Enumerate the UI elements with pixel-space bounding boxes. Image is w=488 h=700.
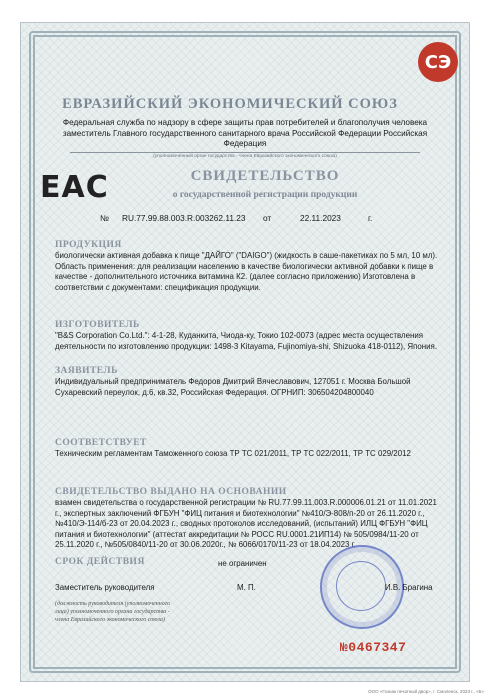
number-label: № xyxy=(100,213,109,223)
manufacturer-text: "B&S Corporation Co.Ltd.": 4-1-28, Куданкита, Чиода-ку, Токио 102-0073 (адрес места осуществления деятельности по изготовлению продукции: 1498-3 Kitayama, Fujinomiya-shi, Shizuoka 418-0112), Япония. xyxy=(55,331,438,351)
manufacturer-label: ИЗГОТОВИТЕЛЬ xyxy=(55,320,140,330)
printer-footer: ООО «Гознак печатный двор», г. Смоленск, 2023 г., «Б» xyxy=(368,689,484,694)
se-logo-icon xyxy=(418,42,458,82)
certificate-date: 22.11.2023 xyxy=(300,213,341,223)
date-suffix: г. xyxy=(368,213,373,223)
product-text: биологически активная добавка к пище "ДАЙГО" ("DAIGO") (жидкость в саше-пакетиках по 5 мл, 10 мл). Область применения: для реализации населению в качестве биологически активной добавки к пище в качестве - дополнительного источника витамина К2. (далее согласно приложению) Изготовлена в соответствии с документами: спецификация продукции. xyxy=(55,251,438,292)
logo-text: СЭ xyxy=(424,51,452,73)
eac-mark: ЕАС xyxy=(40,170,109,205)
certificate-subtitle: о государственной регистрации продукции xyxy=(172,190,358,200)
agency-caption: (уполномоченный орган государства - члена Евразийского экономического союза) xyxy=(70,152,420,159)
serial-number: №0467347 xyxy=(340,640,407,655)
applicant-text: Индивидуальный предприниматель Федоров Дмитрий Вячеславович, 127051 г. Москва Большой Сухаревский переулок, д.6, кв.32, Российская Федерация. ОГРНИП: 306504204800040 xyxy=(55,377,411,397)
signatory-position: Заместитель руководителя xyxy=(55,583,155,592)
union-title: ЕВРАЗИЙСКИЙ ЭКОНОМИЧЕСКИЙ СОЮЗ xyxy=(62,96,398,112)
agency-name: Федеральная служба по надзору в сфере защиты прав потребителей и благополучия человека заместитель Главного государственного санитарного врача Российской Федерации Российская Федерация xyxy=(62,118,428,148)
basis-text: взамен свидетельства о государственной регистрации № RU.77.99.11.003.R.000006.01.21 от 11.01.2021 г., экспертных заключений ФГБУН "ФИЦ питания и биотехнологии" №410/Э-808/п-20 от 26.11.2020 г., №410/Э-114/б-23 от 20.04.2023 г., сводных протоколов исследований, (испытаний) ИЛЦ ФГБУН "ФИЦ питания и биотехнологии" (аттестат аккредитации № РОСС RU.0001.21ИП14) № 505/0984/11-20 от 25.11.2020 г., №505/0840/11-20 от 30.06.2020г., № 6066/0170/11-23 от 18.04.2023 г. xyxy=(55,498,437,550)
validity-value: не ограничен xyxy=(218,559,267,568)
seal-inner-ring xyxy=(336,561,386,611)
product-label: ПРОДУКЦИЯ xyxy=(55,240,122,250)
certificate-number: RU.77.99.88.003.R.003262.11.23 xyxy=(122,213,246,223)
signatory-name: И.В. Брагина xyxy=(385,583,433,592)
seal-place-mark: М. П. xyxy=(237,583,256,592)
signatory-caption: (должность руководителя (уполномоченного лица) уполномоченного органа государства - члена Евразийского экономического союза) xyxy=(55,601,171,623)
compliance-text: Техническим регламентам Таможенного союза ТР ТС 021/2011, ТР ТС 022/2011, ТР ТС 029/2012 xyxy=(55,449,411,458)
validity-label: СРОК ДЕЙСТВИЯ xyxy=(55,557,145,567)
date-prefix: от xyxy=(263,213,272,223)
applicant-label: ЗАЯВИТЕЛЬ xyxy=(55,366,118,376)
certificate-title: СВИДЕТЕЛЬСТВО xyxy=(190,168,340,184)
compliance-label: СООТВЕТСТВУЕТ xyxy=(55,438,147,448)
basis-label: СВИДЕТЕЛЬСТВО ВЫДАНО НА ОСНОВАНИИ xyxy=(55,487,287,497)
